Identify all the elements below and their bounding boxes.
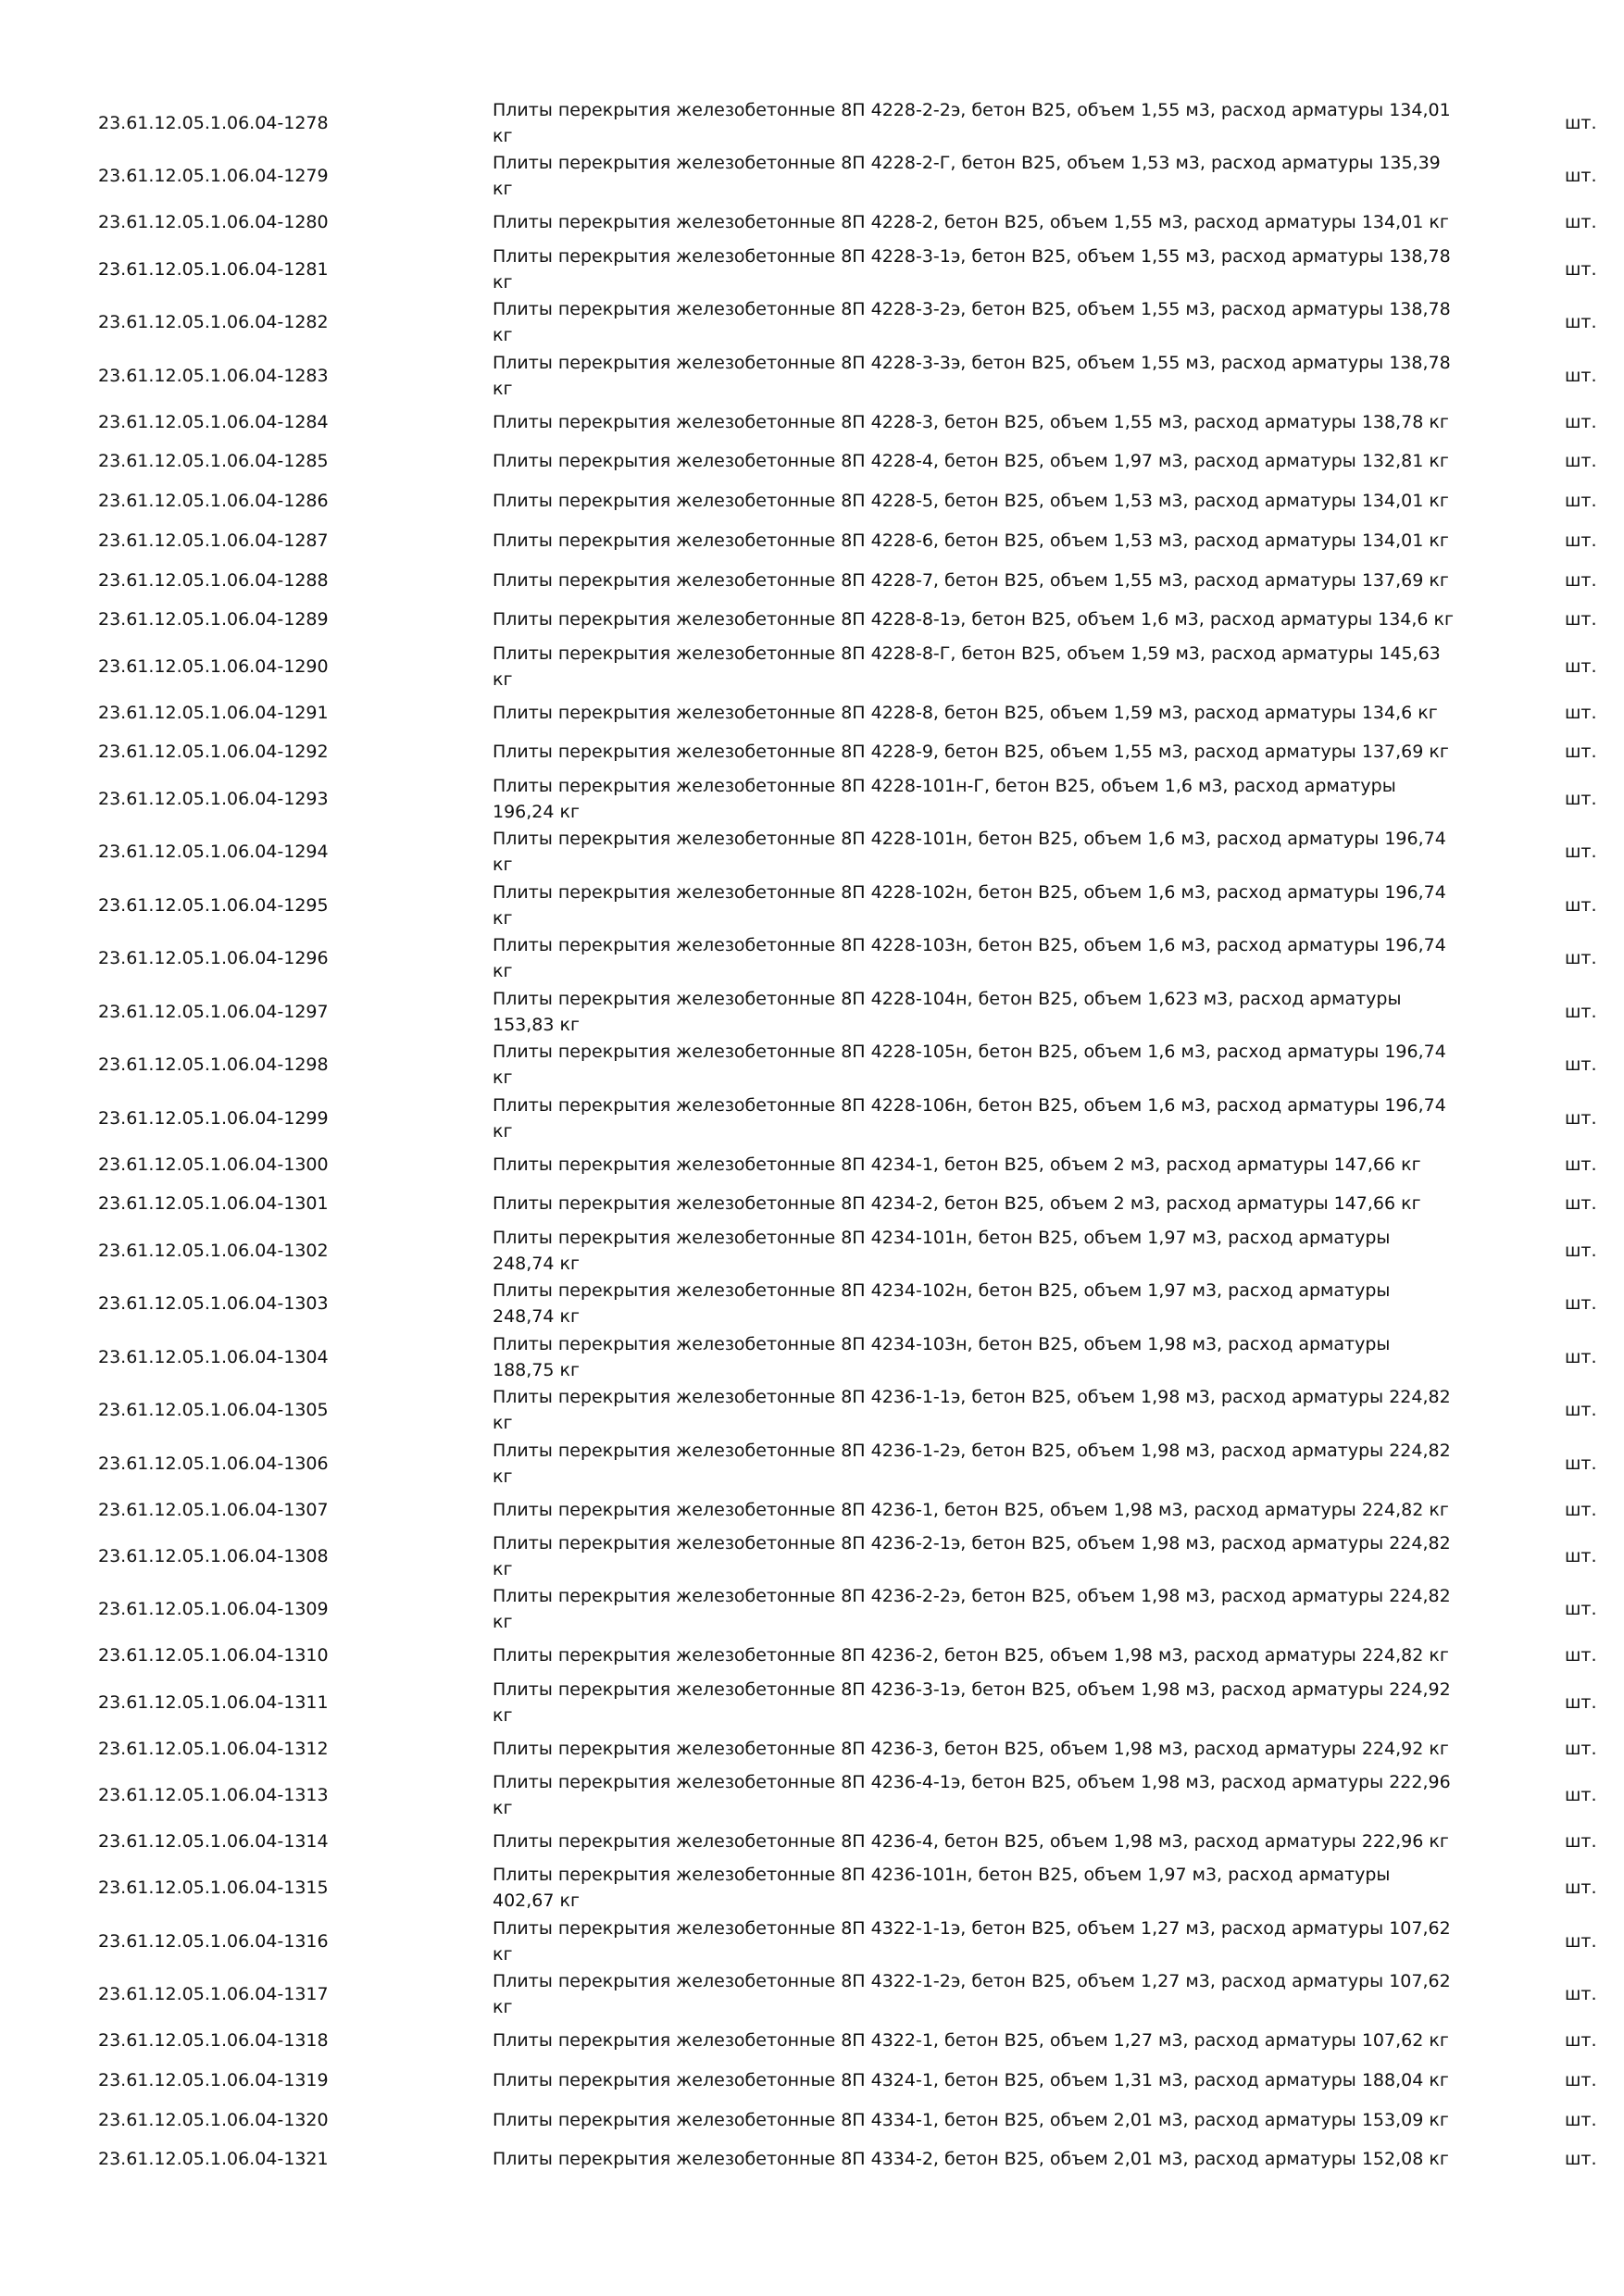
item-description-line: Плиты перекрытия железобетонные 8П 4322-1-1э, бетон В25, объем 1,27 м3, расход арматуры 107,62 bbox=[493, 1917, 1451, 1939]
item-code: 23.61.12.05.1.06.04-1289 bbox=[98, 609, 329, 630]
item-description-line: Плиты перекрытия железобетонные 8П 4234-1, бетон В25, объем 2 м3, расход арматуры 147,66 кг bbox=[493, 1154, 1421, 1175]
item-unit: шт. bbox=[1565, 411, 1597, 432]
item-description bbox=[493, 1862, 1455, 1914]
item-description-line: Плиты перекрытия железобетонные 8П 4324-1, бетон В25, объем 1,31 м3, расход арматуры 188,04 кг bbox=[493, 2069, 1449, 2090]
item-description-line: кг bbox=[493, 271, 513, 293]
item-unit: шт. bbox=[1565, 212, 1597, 233]
item-unit: шт. bbox=[1565, 702, 1597, 723]
item-code: 23.61.12.05.1.06.04-1301 bbox=[98, 1193, 329, 1215]
item-unit: шт. bbox=[1565, 894, 1597, 916]
item-description-line: кг bbox=[493, 179, 513, 200]
item-description-line: кг bbox=[493, 961, 513, 981]
item-code: 23.61.12.05.1.06.04-1293 bbox=[98, 788, 329, 809]
item-code: 23.61.12.05.1.06.04-1290 bbox=[98, 655, 329, 677]
item-code: 23.61.12.05.1.06.04-1312 bbox=[98, 1738, 329, 1759]
item-unit: шт. bbox=[1565, 1545, 1597, 1566]
item-description bbox=[493, 1769, 1455, 1821]
item-description-line: кг bbox=[493, 1120, 513, 1142]
table-row bbox=[0, 402, 1624, 442]
item-description bbox=[493, 641, 1455, 693]
item-description bbox=[493, 1497, 1455, 1523]
item-unit: шт. bbox=[1565, 1054, 1597, 1075]
item-description-line: кг bbox=[493, 668, 513, 690]
table-row bbox=[0, 931, 1624, 985]
item-description-line: Плиты перекрытия железобетонные 8П 4234-102н, бетон В25, объем 1,97 м3, расход арматуры bbox=[493, 1280, 1391, 1301]
item-unit: шт. bbox=[1565, 569, 1597, 591]
item-code: 23.61.12.05.1.06.04-1297 bbox=[98, 1001, 329, 1022]
table-row bbox=[0, 349, 1624, 403]
item-description-line: кг bbox=[493, 1943, 513, 1965]
item-description-line: Плиты перекрытия железобетонные 8П 4228-3-3э, бетон В25, объем 1,55 м3, расход арматуры 138,78 bbox=[493, 352, 1451, 373]
table-row bbox=[0, 521, 1624, 561]
item-description-line: Плиты перекрытия железобетонные 8П 4236-101н, бетон В25, объем 1,97 м3, расход арматуры bbox=[493, 1865, 1391, 1885]
item-code: 23.61.12.05.1.06.04-1307 bbox=[98, 1499, 329, 1520]
item-unit: шт. bbox=[1565, 742, 1597, 763]
item-description bbox=[493, 97, 1455, 149]
item-unit: шт. bbox=[1565, 1453, 1597, 1474]
item-description-line: Плиты перекрытия железобетонные 8П 4322-1, бетон В25, объем 1,27 м3, расход арматуры 107,62 кг bbox=[493, 2030, 1449, 2052]
item-description bbox=[493, 700, 1455, 726]
item-unit: шт. bbox=[1565, 1930, 1597, 1952]
item-description-line: Плиты перекрытия железобетонные 8П 4236-2, бетон В25, объем 1,98 м3, расход арматуры 224,82 кг bbox=[493, 1645, 1449, 1666]
item-code: 23.61.12.05.1.06.04-1321 bbox=[98, 2149, 329, 2170]
item-description bbox=[493, 2028, 1455, 2053]
item-code: 23.61.12.05.1.06.04-1285 bbox=[98, 451, 329, 472]
item-unit: шт. bbox=[1565, 491, 1597, 512]
item-description-line: кг bbox=[493, 1413, 513, 1433]
price-table bbox=[0, 96, 1624, 2179]
table-row bbox=[0, 732, 1624, 772]
table-row bbox=[0, 2140, 1624, 2179]
item-description-line: Плиты перекрытия железобетонные 8П 4236-1, бетон В25, объем 1,98 м3, расход арматуры 224,82 кг bbox=[493, 1499, 1449, 1520]
table-row bbox=[0, 1915, 1624, 1968]
item-description bbox=[493, 2107, 1455, 2133]
item-description-line: кг bbox=[493, 1704, 513, 1726]
item-description-line: Плиты перекрытия железобетонные 8П 4228-106н, бетон В25, объем 1,6 м3, расход арматуры 196,74 bbox=[493, 1094, 1446, 1116]
item-unit: шт. bbox=[1565, 530, 1597, 551]
item-description-line: кг bbox=[493, 1067, 513, 1088]
item-description-line: 153,83 кг bbox=[493, 1014, 580, 1035]
item-description bbox=[493, 1191, 1455, 1217]
item-description bbox=[493, 1384, 1455, 1436]
item-description bbox=[493, 1915, 1455, 1967]
item-unit: шт. bbox=[1565, 1691, 1597, 1713]
item-description bbox=[493, 1225, 1455, 1277]
table-row bbox=[0, 442, 1624, 481]
table-row bbox=[0, 879, 1624, 932]
table-row bbox=[0, 1636, 1624, 1676]
item-code: 23.61.12.05.1.06.04-1288 bbox=[98, 569, 329, 591]
item-code: 23.61.12.05.1.06.04-1303 bbox=[98, 1293, 329, 1314]
item-unit: шт. bbox=[1565, 609, 1597, 630]
item-description bbox=[493, 2067, 1455, 2093]
item-unit: шт. bbox=[1565, 1645, 1597, 1666]
item-description-line: Плиты перекрытия железобетонные 8П 4234-103н, бетон В25, объем 1,98 м3, расход арматуры bbox=[493, 1333, 1391, 1354]
item-description-line: Плиты перекрытия железобетонные 8П 4228-2, бетон В25, объем 1,55 м3, расход арматуры 134,01 кг bbox=[493, 212, 1449, 233]
item-unit: шт. bbox=[1565, 655, 1597, 677]
item-code: 23.61.12.05.1.06.04-1295 bbox=[98, 894, 329, 916]
item-unit: шт. bbox=[1565, 166, 1597, 187]
item-code: 23.61.12.05.1.06.04-1296 bbox=[98, 948, 329, 968]
table-row bbox=[0, 2021, 1624, 2061]
item-unit: шт. bbox=[1565, 1193, 1597, 1215]
item-description bbox=[493, 1677, 1455, 1728]
table-row bbox=[0, 1144, 1624, 1184]
table-row bbox=[0, 1330, 1624, 1384]
item-description-line: кг bbox=[493, 907, 513, 929]
item-code: 23.61.12.05.1.06.04-1284 bbox=[98, 411, 329, 432]
table-row bbox=[0, 203, 1624, 243]
item-description-line: Плиты перекрытия железобетонные 8П 4236-4, бетон В25, объем 1,98 м3, расход арматуры 222,96 кг bbox=[493, 1830, 1449, 1852]
item-description bbox=[493, 1583, 1455, 1635]
table-row bbox=[0, 600, 1624, 640]
item-code: 23.61.12.05.1.06.04-1315 bbox=[98, 1878, 329, 1898]
item-unit: шт. bbox=[1565, 1784, 1597, 1805]
item-unit: шт. bbox=[1565, 1599, 1597, 1620]
item-description-line: 248,74 кг bbox=[493, 1253, 580, 1274]
table-row bbox=[0, 560, 1624, 600]
item-code: 23.61.12.05.1.06.04-1304 bbox=[98, 1346, 329, 1367]
table-row bbox=[0, 1490, 1624, 1529]
item-code: 23.61.12.05.1.06.04-1294 bbox=[98, 842, 329, 862]
table-row bbox=[0, 1728, 1624, 1768]
item-code: 23.61.12.05.1.06.04-1310 bbox=[98, 1645, 329, 1666]
table-row bbox=[0, 1277, 1624, 1330]
item-code: 23.61.12.05.1.06.04-1311 bbox=[98, 1691, 329, 1713]
item-description-line: 188,75 кг bbox=[493, 1359, 580, 1380]
item-description-line: Плиты перекрытия железобетонные 8П 4228-101н-Г, бетон В25, объем 1,6 м3, расход арматуры bbox=[493, 775, 1396, 796]
item-description bbox=[493, 1039, 1455, 1091]
item-description-line: Плиты перекрытия железобетонные 8П 4236-3, бетон В25, объем 1,98 м3, расход арматуры 224,92 кг bbox=[493, 1738, 1449, 1759]
item-code: 23.61.12.05.1.06.04-1292 bbox=[98, 742, 329, 763]
table-row bbox=[0, 96, 1624, 150]
item-code: 23.61.12.05.1.06.04-1320 bbox=[98, 2109, 329, 2130]
item-unit: шт. bbox=[1565, 1346, 1597, 1367]
item-description bbox=[493, 296, 1455, 348]
table-row bbox=[0, 150, 1624, 204]
item-description-line: Плиты перекрытия железобетонные 8П 4236-2-1э, бетон В25, объем 1,98 м3, расход арматуры 224,82 bbox=[493, 1532, 1451, 1554]
item-description-line: Плиты перекрытия железобетонные 8П 4228-8-Г, бетон В25, объем 1,59 м3, расход арматуры 145,63 bbox=[493, 643, 1441, 664]
table-row bbox=[0, 243, 1624, 296]
item-unit: шт. bbox=[1565, 1878, 1597, 1898]
item-code: 23.61.12.05.1.06.04-1314 bbox=[98, 1830, 329, 1852]
item-description bbox=[493, 606, 1455, 632]
item-code: 23.61.12.05.1.06.04-1279 bbox=[98, 166, 329, 187]
item-description-line: кг bbox=[493, 378, 513, 399]
item-unit: шт. bbox=[1565, 788, 1597, 809]
item-description-line: Плиты перекрытия железобетонные 8П 4228-3-2э, бетон В25, объем 1,55 м3, расход арматуры 138,78 bbox=[493, 299, 1451, 319]
item-description-line: Плиты перекрытия железобетонные 8П 4228-104н, бетон В25, объем 1,623 м3, расход арматуры bbox=[493, 988, 1402, 1009]
item-description-line: Плиты перекрытия железобетонные 8П 4228-105н, бетон В25, объем 1,6 м3, расход арматуры 196,74 bbox=[493, 1042, 1446, 1062]
table-row bbox=[0, 295, 1624, 349]
item-description bbox=[493, 209, 1455, 235]
item-description-line: Плиты перекрытия железобетонные 8П 4236-4-1э, бетон В25, объем 1,98 м3, расход арматуры 222,96 bbox=[493, 1771, 1451, 1792]
table-row bbox=[0, 825, 1624, 879]
item-description-line: кг bbox=[493, 1558, 513, 1579]
item-code: 23.61.12.05.1.06.04-1313 bbox=[98, 1784, 329, 1805]
item-code: 23.61.12.05.1.06.04-1306 bbox=[98, 1453, 329, 1474]
item-description-line: кг bbox=[493, 1997, 513, 2017]
table-row bbox=[0, 1038, 1624, 1092]
item-description-line: 196,24 кг bbox=[493, 801, 580, 822]
item-description-line: Плиты перекрытия железобетонные 8П 4228-103н, бетон В25, объем 1,6 м3, расход арматуры 196,74 bbox=[493, 935, 1446, 955]
item-code: 23.61.12.05.1.06.04-1318 bbox=[98, 2030, 329, 2052]
item-description-line: Плиты перекрытия железобетонные 8П 4228-3, бетон В25, объем 1,55 м3, расход арматуры 138,78 кг bbox=[493, 411, 1449, 432]
item-description bbox=[493, 1642, 1455, 1668]
item-description-line: Плиты перекрытия железобетонные 8П 4228-3-1э, бетон В25, объем 1,55 м3, расход арматуры 138,78 bbox=[493, 245, 1451, 267]
table-row bbox=[0, 693, 1624, 732]
table-row bbox=[0, 1967, 1624, 2021]
item-description-line: кг bbox=[493, 325, 513, 345]
item-unit: шт. bbox=[1565, 1154, 1597, 1175]
item-code: 23.61.12.05.1.06.04-1278 bbox=[98, 112, 329, 133]
item-description-line: Плиты перекрытия железобетонные 8П 4322-1-2э, бетон В25, объем 1,27 м3, расход арматуры 107,62 bbox=[493, 1971, 1451, 1991]
item-description bbox=[493, 773, 1455, 825]
item-code: 23.61.12.05.1.06.04-1281 bbox=[98, 258, 329, 280]
item-code: 23.61.12.05.1.06.04-1317 bbox=[98, 1984, 329, 2004]
item-unit: шт. bbox=[1565, 2149, 1597, 2170]
item-description bbox=[493, 1152, 1455, 1178]
item-unit: шт. bbox=[1565, 1293, 1597, 1314]
item-description bbox=[493, 568, 1455, 593]
item-description-line: кг bbox=[493, 1797, 513, 1818]
item-code: 23.61.12.05.1.06.04-1309 bbox=[98, 1599, 329, 1620]
item-description-line: Плиты перекрытия железобетонные 8П 4228-4, бетон В25, объем 1,97 м3, расход арматуры 132,81 кг bbox=[493, 451, 1449, 472]
item-description bbox=[493, 488, 1455, 514]
table-row bbox=[0, 1676, 1624, 1729]
item-code: 23.61.12.05.1.06.04-1287 bbox=[98, 530, 329, 551]
table-row bbox=[0, 1437, 1624, 1491]
item-description-line: Плиты перекрытия железобетонные 8П 4234-101н, бетон В25, объем 1,97 м3, расход арматуры bbox=[493, 1227, 1391, 1248]
table-row bbox=[0, 1861, 1624, 1915]
item-code: 23.61.12.05.1.06.04-1300 bbox=[98, 1154, 329, 1175]
item-unit: шт. bbox=[1565, 2069, 1597, 2090]
item-description bbox=[493, 1278, 1455, 1329]
item-description-line: Плиты перекрытия железобетонные 8П 4228-2-Г, бетон В25, объем 1,53 м3, расход арматуры 135,39 bbox=[493, 153, 1441, 174]
table-row bbox=[0, 2100, 1624, 2140]
table-row bbox=[0, 640, 1624, 693]
item-unit: шт. bbox=[1565, 365, 1597, 386]
item-description bbox=[493, 1530, 1455, 1582]
item-description-line: Плиты перекрытия железобетонные 8П 4228-102н, бетон В25, объем 1,6 м3, расход арматуры 196,74 bbox=[493, 881, 1446, 903]
item-description-line: Плиты перекрытия железобетонные 8П 4228-101н, бетон В25, объем 1,6 м3, расход арматуры 196,74 bbox=[493, 829, 1446, 849]
item-code: 23.61.12.05.1.06.04-1316 bbox=[98, 1930, 329, 1952]
table-row bbox=[0, 1822, 1624, 1862]
table-row bbox=[0, 1583, 1624, 1637]
item-description-line: Плиты перекрытия железобетонные 8П 4334-1, бетон В25, объем 2,01 м3, расход арматуры 153,09 кг bbox=[493, 2109, 1449, 2130]
table-row bbox=[0, 1768, 1624, 1822]
item-code: 23.61.12.05.1.06.04-1308 bbox=[98, 1545, 329, 1566]
item-description bbox=[493, 2146, 1455, 2172]
item-description-line: Плиты перекрытия железобетонные 8П 4236-1-1э, бетон В25, объем 1,98 м3, расход арматуры 224,82 bbox=[493, 1387, 1451, 1407]
item-description-line: Плиты перекрытия железобетонные 8П 4228-5, бетон В25, объем 1,53 м3, расход арматуры 134,01 кг bbox=[493, 491, 1449, 512]
item-description bbox=[493, 150, 1455, 202]
item-description bbox=[493, 1828, 1455, 1854]
item-unit: шт. bbox=[1565, 1984, 1597, 2004]
item-code: 23.61.12.05.1.06.04-1302 bbox=[98, 1240, 329, 1261]
item-description bbox=[493, 409, 1455, 435]
item-description bbox=[493, 1438, 1455, 1490]
item-unit: шт. bbox=[1565, 312, 1597, 332]
item-code: 23.61.12.05.1.06.04-1286 bbox=[98, 491, 329, 512]
item-unit: шт. bbox=[1565, 451, 1597, 472]
table-row bbox=[0, 1383, 1624, 1437]
item-unit: шт. bbox=[1565, 1499, 1597, 1520]
item-unit: шт. bbox=[1565, 2109, 1597, 2130]
item-description bbox=[493, 880, 1455, 931]
table-row bbox=[0, 1224, 1624, 1278]
item-description-line: Плиты перекрытия железобетонные 8П 4228-2-2э, бетон В25, объем 1,55 м3, расход арматуры 134,01 bbox=[493, 99, 1451, 120]
item-description-line: кг bbox=[493, 855, 513, 875]
item-description-line: Плиты перекрытия железобетонные 8П 4236-3-1э, бетон В25, объем 1,98 м3, расход арматуры 224,92 bbox=[493, 1678, 1451, 1700]
item-unit: шт. bbox=[1565, 1400, 1597, 1420]
item-description-line: Плиты перекрытия железобетонные 8П 4236-2-2э, бетон В25, объем 1,98 м3, расход арматуры 224,82 bbox=[493, 1586, 1451, 1607]
item-description bbox=[493, 1092, 1455, 1144]
table-row bbox=[0, 1092, 1624, 1145]
item-unit: шт. bbox=[1565, 1240, 1597, 1261]
item-description-line: Плиты перекрытия железобетонные 8П 4228-7, бетон В25, объем 1,55 м3, расход арматуры 137,69 кг bbox=[493, 569, 1449, 591]
item-unit: шт. bbox=[1565, 1107, 1597, 1129]
item-description-line: 248,74 кг bbox=[493, 1306, 580, 1327]
table-row bbox=[0, 1184, 1624, 1224]
item-description-line: Плиты перекрытия железобетонные 8П 4236-1-2э, бетон В25, объем 1,98 м3, расход арматуры 224,82 bbox=[493, 1440, 1451, 1461]
item-description-line: Плиты перекрытия железобетонные 8П 4228-8-1э, бетон В25, объем 1,6 м3, расход арматуры 134,6 кг bbox=[493, 609, 1454, 630]
item-code: 23.61.12.05.1.06.04-1298 bbox=[98, 1054, 329, 1075]
item-code: 23.61.12.05.1.06.04-1305 bbox=[98, 1400, 329, 1420]
item-description-line: Плиты перекрытия железобетонные 8П 4234-2, бетон В25, объем 2 м3, расход арматуры 147,66 кг bbox=[493, 1193, 1421, 1215]
table-row bbox=[0, 2061, 1624, 2101]
item-unit: шт. bbox=[1565, 2030, 1597, 2052]
item-unit: шт. bbox=[1565, 112, 1597, 133]
item-unit: шт. bbox=[1565, 258, 1597, 280]
item-code: 23.61.12.05.1.06.04-1291 bbox=[98, 702, 329, 723]
item-description bbox=[493, 826, 1455, 878]
item-unit: шт. bbox=[1565, 948, 1597, 968]
item-description-line: Плиты перекрытия железобетонные 8П 4228-8, бетон В25, объем 1,59 м3, расход арматуры 134,6 кг bbox=[493, 702, 1438, 723]
item-description bbox=[493, 1968, 1455, 2020]
item-unit: шт. bbox=[1565, 1001, 1597, 1022]
item-description bbox=[493, 1736, 1455, 1762]
item-code: 23.61.12.05.1.06.04-1282 bbox=[98, 312, 329, 332]
item-description bbox=[493, 528, 1455, 554]
item-description-line: 402,67 кг bbox=[493, 1890, 580, 1911]
item-unit: шт. bbox=[1565, 842, 1597, 862]
item-description bbox=[493, 243, 1455, 295]
item-code: 23.61.12.05.1.06.04-1280 bbox=[98, 212, 329, 233]
item-description-line: кг bbox=[493, 1466, 513, 1487]
item-code: 23.61.12.05.1.06.04-1319 bbox=[98, 2069, 329, 2090]
item-description-line: Плиты перекрытия железобетонные 8П 4228-6, бетон В25, объем 1,53 м3, расход арматуры 134,01 кг bbox=[493, 530, 1449, 551]
item-description bbox=[493, 350, 1455, 402]
item-description bbox=[493, 932, 1455, 984]
item-unit: шт. bbox=[1565, 1830, 1597, 1852]
table-row bbox=[0, 985, 1624, 1039]
item-description-line: Плиты перекрытия железобетонные 8П 4334-2, бетон В25, объем 2,01 м3, расход арматуры 152,08 кг bbox=[493, 2149, 1449, 2170]
item-description-line: кг bbox=[493, 1612, 513, 1633]
table-row bbox=[0, 481, 1624, 521]
table-row bbox=[0, 1529, 1624, 1583]
item-description bbox=[493, 739, 1455, 765]
item-code: 23.61.12.05.1.06.04-1283 bbox=[98, 365, 329, 386]
item-description-line: кг bbox=[493, 125, 513, 146]
item-description bbox=[493, 448, 1455, 474]
item-description bbox=[493, 986, 1455, 1038]
item-description-line: Плиты перекрытия железобетонные 8П 4228-9, бетон В25, объем 1,55 м3, расход арматуры 137,69 кг bbox=[493, 742, 1449, 763]
item-code: 23.61.12.05.1.06.04-1299 bbox=[98, 1107, 329, 1129]
table-row bbox=[0, 772, 1624, 826]
item-unit: шт. bbox=[1565, 1738, 1597, 1759]
item-description bbox=[493, 1331, 1455, 1383]
